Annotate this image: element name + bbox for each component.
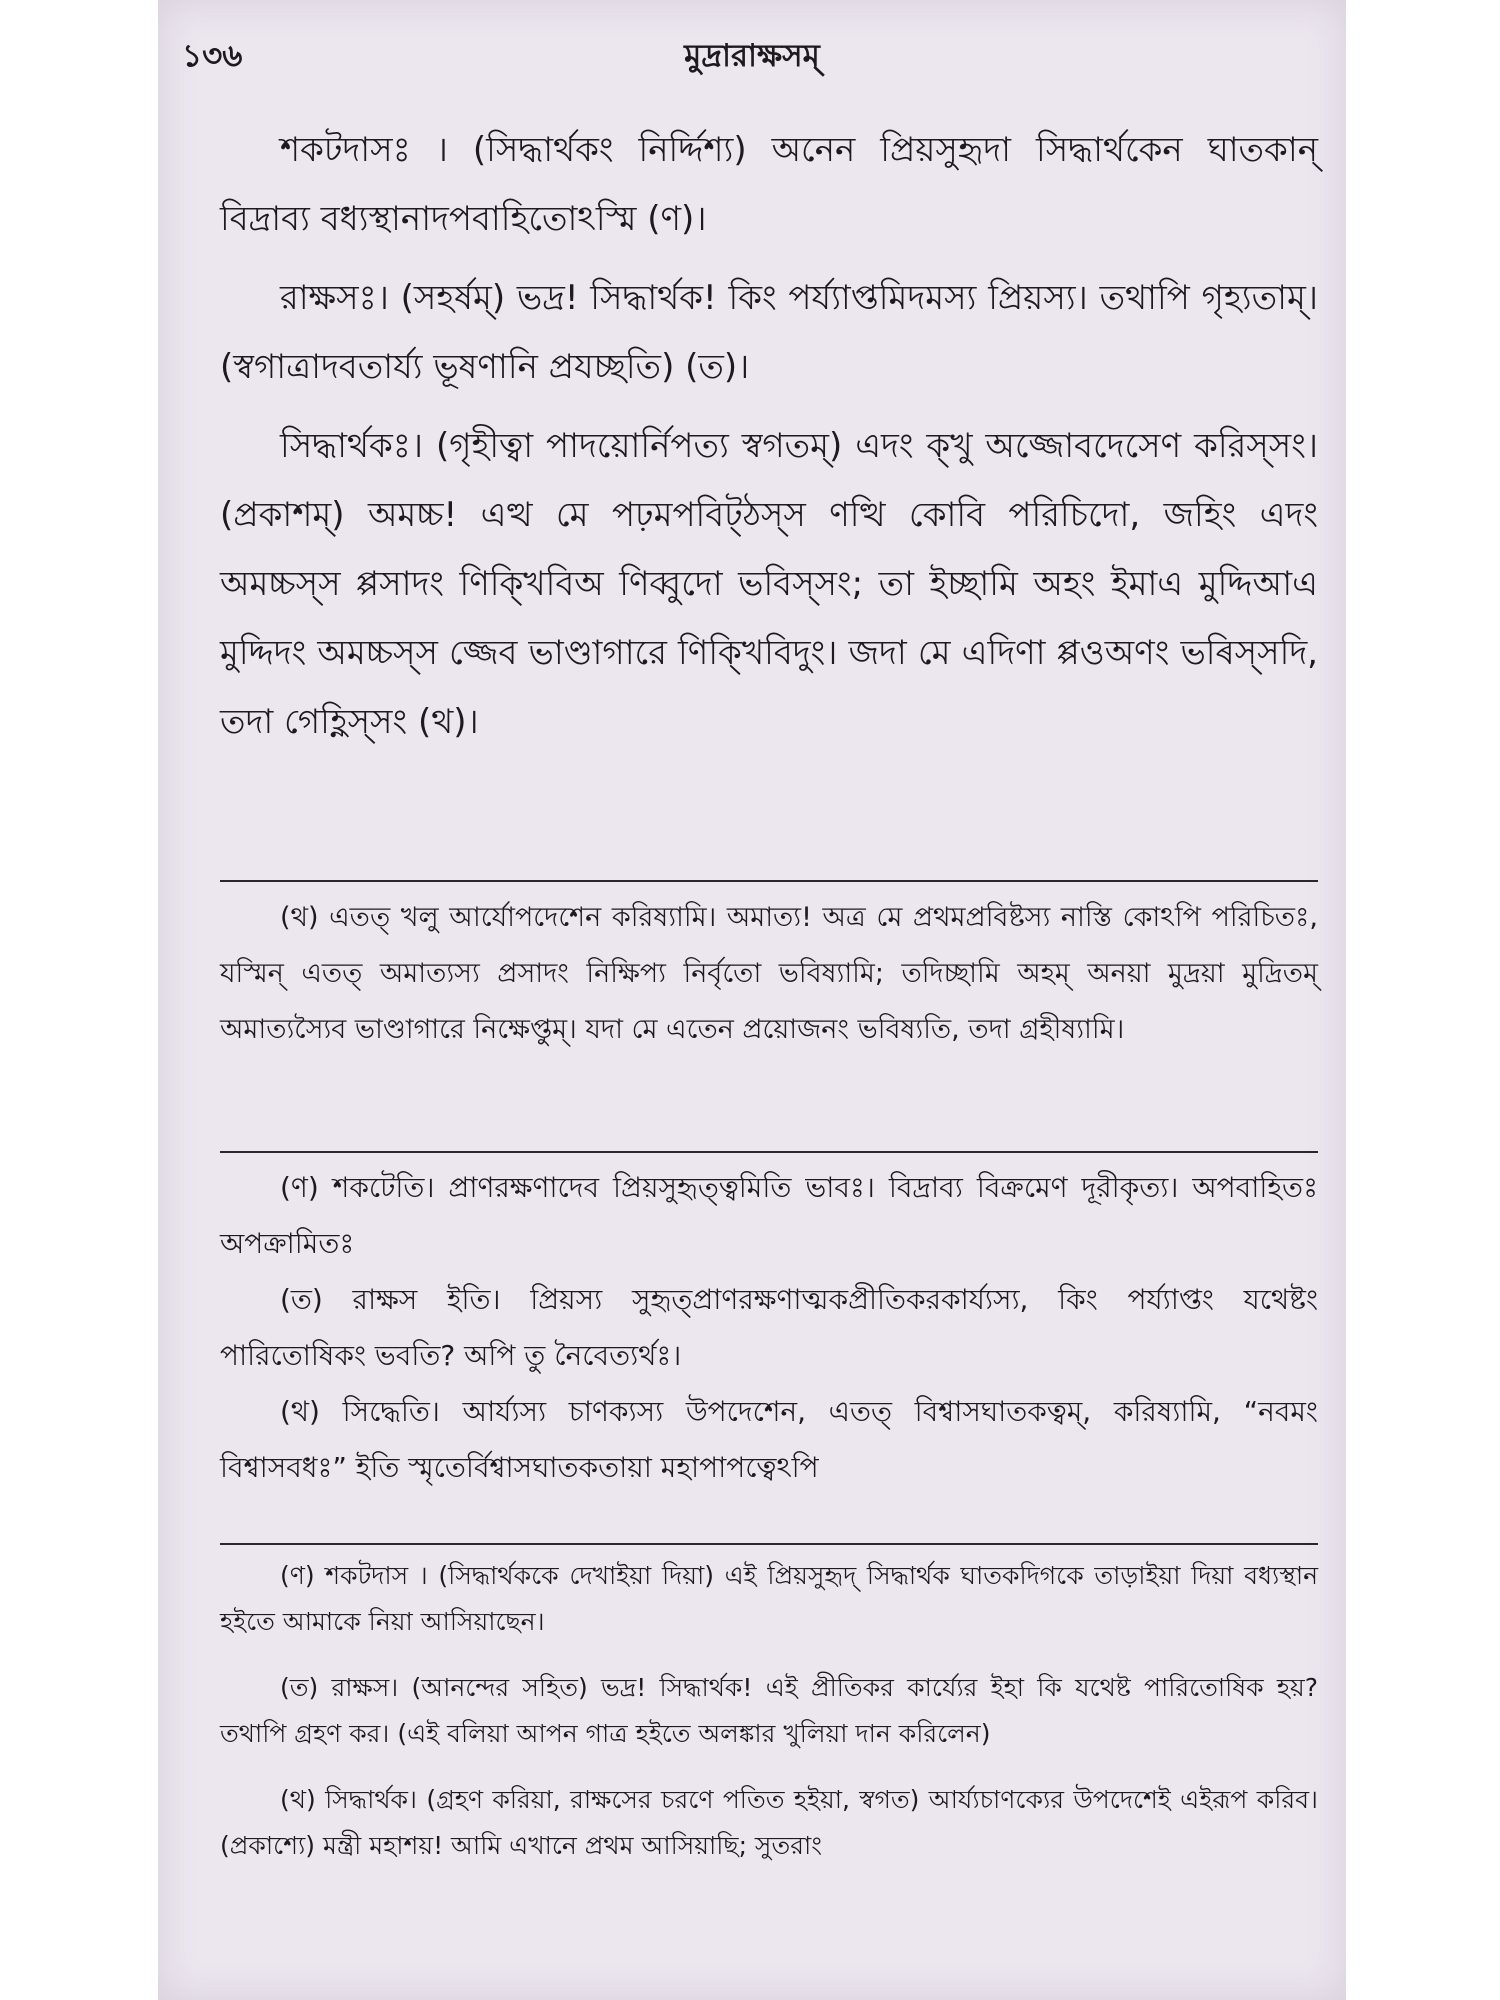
dialogue-shakatadasa: শকটদাসঃ । (সিদ্ধার্থকং নির্দ্দিশ্য) অনেন প্রিয়সুহৃদা সিদ্ধার্থকেন ঘাতকান্ বিদ্রাব্য বধ্যস্থানাদপবাহিতোঽস্মি (ণ)। [220,130,1318,239]
main-text [220,116,1318,767]
divider [220,880,1318,882]
translation-t: (ত) রাক্ষস। (আনন্দের সহিত) ভদ্র! সিদ্ধার্থক! এই প্রীতিকর কার্য্যের ইহা কি যথেষ্ট পারিতোষিক হয়? তথাপি গ্রহণ কর। (এই বলিয়া আপন গাত্র হইতে অলঙ্কার খুলিয়া দান করিলেন) [220,1673,1318,1748]
translation-th: (থ) সিদ্ধার্থক। (গ্রহণ করিয়া, রাক্ষসের চরণে পতিত হইয়া, স্বগত) আর্য্যচাণক্যের উপদেশেই এইরূপ করিব। (প্রকাশ্যে) মন্ত্রী মহাশয়! আমি এখানে প্রথম আসিয়াছি; সুতরাং [220,1785,1318,1860]
divider [220,1151,1318,1153]
page-header [182,24,1322,84]
commentary-th: (থ) সিদ্ধেতি। আর্য্যস্য চাণক্যস্য উপদেশেন, এতত্ বিশ্বাসঘাতকত্বম্, করিষ্যামি, “নবমং বিশ্বাসবধঃ” ইতি স্মৃতের্বিশ্বাসঘাতকতায়া মহাপাপত্বেঽপি [220,1395,1318,1484]
translation-n: (ণ) শকটদাস । (সিদ্ধার্থককে দেখাইয়া দিয়া) এই প্রিয়সুহৃদ্ সিদ্ধার্থক ঘাতকদিগকে তাড়াইয়া দিয়া বধ্যস্থান হইতে আমাকে নিয়া আসিয়াছেন। [220,1561,1318,1636]
commentary-n: (ণ) শকটেতি। প্রাণরক্ষণাদেব প্রিয়সুহৃত্ত্বমিতি ভাবঃ। বিদ্রাব্য বিক্রমেণ দূরীকৃত্য। অপবাহিতঃ অপক্রামিতঃ [220,1171,1318,1260]
divider [220,1543,1318,1545]
dialogue-siddharthaka: সিদ্ধার্থকঃ। (গৃহীত্বা পাদয়োর্নিপত্য স্বগতম্) এদং ক্খু অজ্জোবদেসেণ করিস্সং। (প্রকাশম্) অমচ্চ! এত্থ মে পঢ়মপবিট্ঠস্স ণত্থি কোবি পরিচিদো, জহিং এদং অমচ্চস্স প্পসাদং ণিক্খিবিঅ ণিব্বুদো ভবিস্সং; তা ইচ্ছামি অহং ইমাএ মুদ্দিআএ মুদ্দিদং অমচ্চস্স জ্জেব ভাণ্ডাগারে ণিক্খিবিদুং। জদা মে এদিণা প্পওঅণং ভৰিস্সদি, তদা গেহ্ণিস্সং (থ)। [220,426,1318,742]
note-th-sanskrit: (থ) এতত্ খলু আর্যোপদেশেন করিষ্যামি। অমাত্য! অত্র মে প্রথমপ্রবিষ্টস্য নাস্তি কোঽপি পরিচিতঃ, যস্মিন্ এতত্ অমাত্যস্য প্রসাদং নিক্ষিপ্য নির্বৃতো ভবিষ্যামি; তদিচ্ছামি অহম্ অনয়া মুদ্রয়া মুদ্রিতম্ অমাত্যস্যৈব ভাণ্ডাগারে নিক্ষেপ্তুম্। যদা মে এতেন প্রয়োজনং ভবিষ্যতি, তদা গ্রহীষ্যামি। [220,902,1318,1045]
page-number: ১৩৬ [182,38,243,74]
book-page [158,0,1346,2000]
running-title: মুদ্রারাক্ষসম্ [684,38,820,74]
sanskrit-chaya-note [220,890,1318,1058]
bengali-translation-notes [220,1553,1318,1889]
commentary-notes [220,1160,1318,1496]
commentary-t: (ত) রাক্ষস ইতি। প্রিয়স্য সুহৃত্প্রাণরক্ষণাত্মকপ্রীতিকরকার্য্যস্য, কিং পর্য্যাপ্তং যথেষ্টং পারিতোষিকং ভবতি? অপি তু নৈবেত্যর্থঃ। [220,1283,1318,1372]
dialogue-rakshasa: রাক্ষসঃ। (সহর্ষম্) ভদ্র! সিদ্ধার্থক! কিং পর্য্যাপ্তমিদমস্য প্রিয়স্য। তথাপি গৃহ্যতাম্। (স্বগাত্রাদবতার্য্য ভূষণানি প্রযচ্ছতি) (ত)। [220,278,1318,387]
